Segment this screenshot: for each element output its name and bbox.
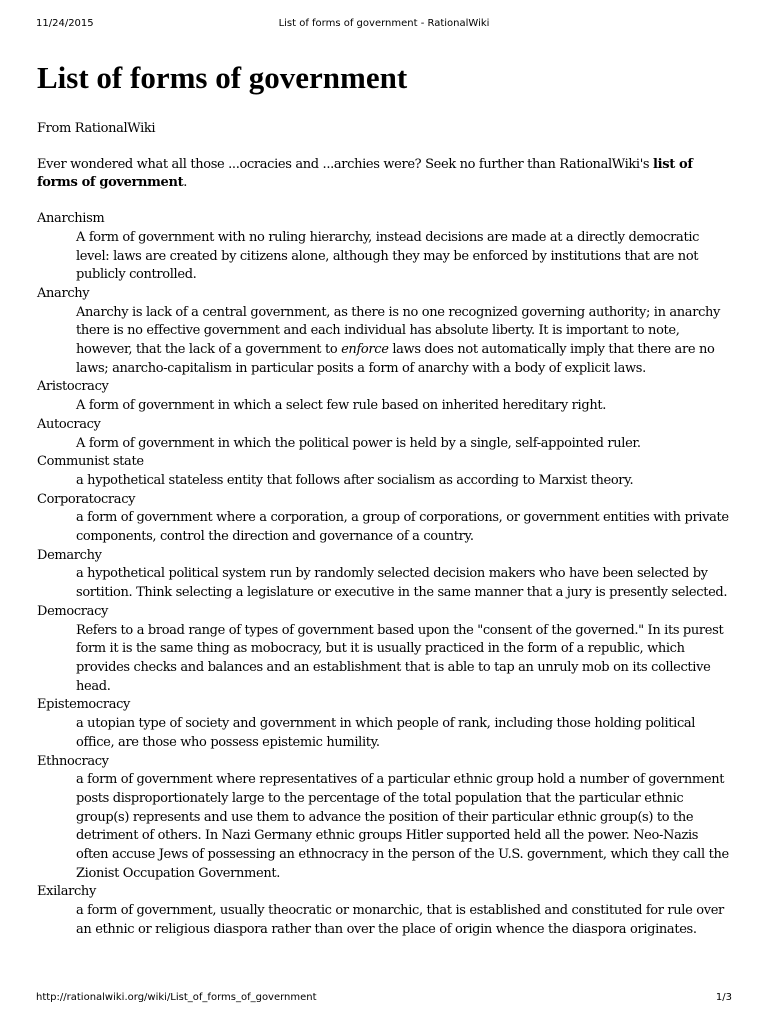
term-autocracy: Autocracy [37, 416, 101, 432]
print-header [36, 17, 732, 31]
page-number: 1/3 [715, 992, 732, 1003]
definition-demarchy: a hypothetical political system run by randomly selected decision makers who have been selected by sortition. Think selecting a legislature or executive in the same manner that a jury is presently selected. [76, 566, 728, 601]
intro-text: Ever wondered what all those ...ocracies and ...archies were? Seek no further than RationalWiki's [37, 156, 654, 172]
definition-aristocracy: A form of government in which a select few rule based on inherited hereditary right. [76, 398, 607, 414]
term-exilarchy: Exilarchy [37, 884, 96, 900]
definition-exilarchy: a form of government, usually theocratic or monarchic, that is established and constituted for rule over an ethnic or religious diaspora rather than over the place of origin whence the diaspora originates. [76, 903, 724, 937]
definition-epistemocracy: a utopian type of society and government in which people of rank, including those holding political office, are those who possess epistemic humility. [76, 716, 696, 750]
definition-anarchy-part1: Anarchy is lack of a central government, as there is no one recognized governing authority; in anarchy there is no effective government and each individual has absolute liberty. It is important to note, however, that the lack of a government to [76, 304, 721, 358]
term-corporatocracy: Corporatocracy [37, 491, 136, 507]
definition-anarchy-emphasis: enforce [341, 342, 389, 358]
print-page-title: List of forms of government - RationalWiki [278, 18, 490, 29]
definition-communist-state: a hypothetical stateless entity that follows after socialism as according to Marxist theory. [76, 472, 634, 488]
definition-anarchy-part2: laws does not automatically imply that there are no laws; anarcho-capitalism in particular posits a form of anarchy with a body of explicit laws. [76, 342, 715, 376]
intro-bold-link: list of forms of government [37, 156, 693, 191]
term-aristocracy: Aristocracy [37, 379, 109, 395]
article-content [37, 58, 731, 940]
term-democracy: Democracy [37, 603, 108, 619]
term-anarchy: Anarchy [37, 285, 90, 301]
term-epistemocracy: Epistemocracy [37, 697, 131, 713]
print-footer [36, 991, 732, 1005]
term-communist-state: Communist state [37, 454, 144, 470]
print-date: 11/24/2015 [36, 18, 94, 29]
term-ethnocracy: Ethnocracy [37, 753, 109, 769]
term-anarchism: Anarchism [37, 211, 105, 227]
definition-anarchism: A form of government with no ruling hierarchy, instead decisions are made at a directly democratic level: laws are created by citizens alone, although they may be enforced by institutions that are not publicly controlled. [76, 229, 700, 283]
definition-autocracy: A form of government in which the political power is held by a single, self-appointed ruler. [76, 435, 641, 451]
from-line: From RationalWiki [37, 121, 156, 136]
intro-paragraph [37, 156, 731, 193]
definition-anarchy [76, 304, 731, 379]
definition-list [37, 210, 731, 939]
page-title: List of forms of government [37, 60, 408, 95]
term-demarchy: Demarchy [37, 547, 102, 563]
definition-corporatocracy: a form of government where a corporation, a group of corporations, or government entities with private components, control the direction and governance of a country. [76, 510, 729, 545]
definition-ethnocracy: a form of government where representatives of a particular ethnic group hold a number of government posts disproportionately large to the percentage of the total population that the particular ethnic group(s) represents and use them to advance the position of their particular ethnic group(s) to the detriment of others. In Nazi Germany ethnic groups Hitler supported held all the power. Neo-Nazis often accuse Jews of possessing an ethnocracy in the person of the U.S. government, which they call the Zionist Occupation Government. [76, 772, 729, 881]
definition-democracy: Refers to a broad range of types of government based upon the "consent of the governed." In its purest form it is the same thing as mobocracy, but it is usually practiced in the form of a republic, which provides checks and balances and an establishment that is able to tap an unruly mob on its collective head. [76, 622, 724, 694]
intro-text-end: . [183, 175, 188, 191]
print-url: http://rationalwiki.org/wiki/List_of_forms_of_government [36, 992, 317, 1003]
